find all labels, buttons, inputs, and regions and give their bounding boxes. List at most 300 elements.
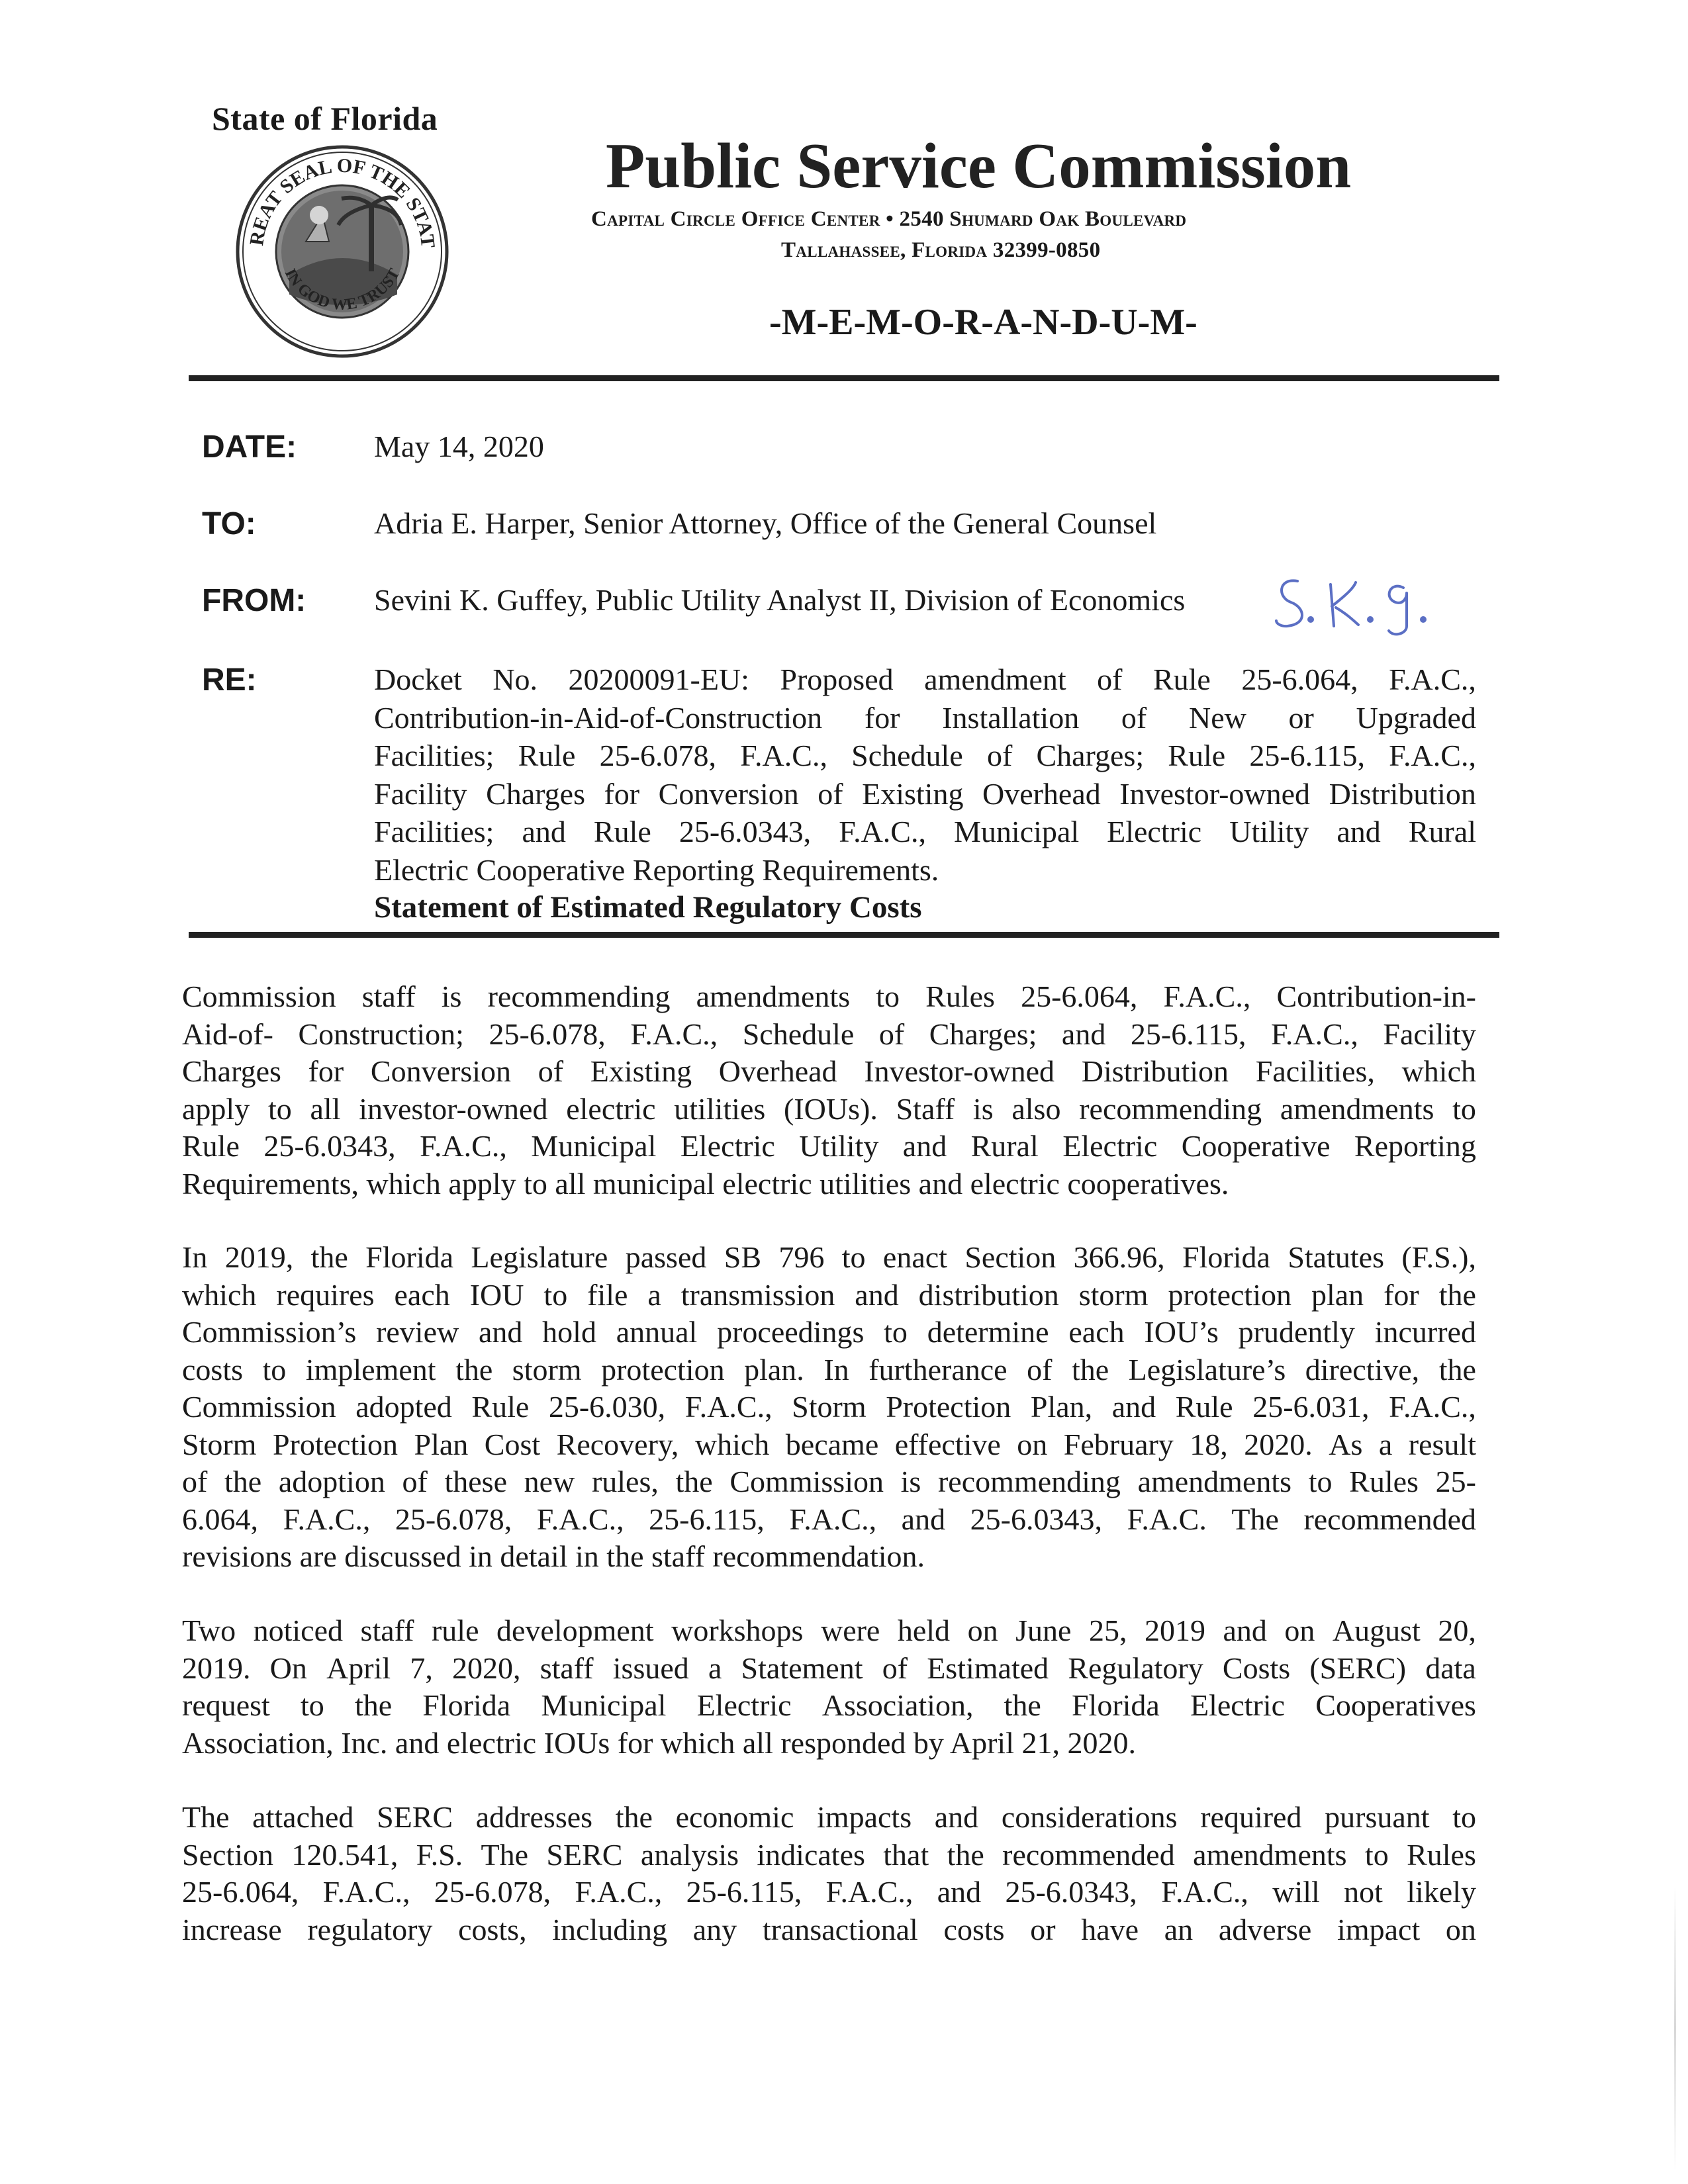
word: on bbox=[1445, 1912, 1476, 1946]
word: enact bbox=[882, 1240, 947, 1274]
word: Overhead bbox=[718, 1054, 837, 1088]
word: held bbox=[897, 1614, 951, 1647]
word: amendments bbox=[1280, 1091, 1434, 1126]
word: and bbox=[855, 1277, 899, 1312]
word: Facilities, bbox=[1255, 1054, 1375, 1088]
body-paragraph-3 bbox=[182, 1612, 1476, 1762]
word: Rule bbox=[1175, 1390, 1233, 1424]
word: Conversion bbox=[658, 776, 799, 811]
word: to bbox=[1308, 1465, 1333, 1498]
word: Rules bbox=[1349, 1465, 1419, 1498]
word: 2019 bbox=[1144, 1614, 1205, 1647]
word: and bbox=[1336, 815, 1381, 848]
address-line-2: Tallahassee, Florida 32399-0850 bbox=[781, 238, 1101, 262]
word: proceedings bbox=[717, 1315, 865, 1349]
from-value: Sevini K. Guffey, Public Utility Analyst II, Division of Economics bbox=[374, 583, 1186, 617]
re-line-6: Electric Cooperative Reporting Requirements. bbox=[374, 852, 939, 887]
word: Staff bbox=[896, 1091, 955, 1126]
word: Commission’s bbox=[182, 1315, 357, 1349]
word: review bbox=[376, 1315, 459, 1349]
word: The bbox=[1231, 1502, 1279, 1536]
word: adopted bbox=[355, 1390, 452, 1424]
word: Rule bbox=[593, 815, 651, 848]
word: incurred bbox=[1374, 1315, 1476, 1349]
word: 25-6.078, bbox=[434, 1875, 551, 1909]
body-paragraph-1 bbox=[182, 978, 1476, 1203]
to-label: TO: bbox=[202, 506, 256, 541]
word: file bbox=[587, 1277, 628, 1312]
word: SERC bbox=[377, 1800, 453, 1834]
word: the bbox=[1438, 1277, 1476, 1312]
paragraph-line bbox=[182, 1016, 1476, 1054]
word: Legislature bbox=[471, 1240, 608, 1274]
word: the bbox=[947, 1837, 984, 1872]
paragraph-line bbox=[182, 1053, 1476, 1091]
date-label: DATE: bbox=[202, 430, 297, 465]
word: for bbox=[864, 700, 900, 735]
word: June bbox=[1015, 1614, 1072, 1647]
word: Plan bbox=[414, 1427, 469, 1461]
word: Distribution bbox=[1081, 1054, 1229, 1088]
word: noticed bbox=[253, 1614, 344, 1647]
word: Schedule bbox=[851, 739, 963, 772]
word: Cooperative bbox=[1181, 1129, 1331, 1163]
word: Docket bbox=[374, 662, 462, 696]
word: will bbox=[1272, 1875, 1320, 1909]
word: Cost bbox=[484, 1427, 541, 1461]
word: costs, bbox=[458, 1912, 527, 1946]
word: amendment bbox=[924, 662, 1066, 696]
word: impacts bbox=[817, 1800, 912, 1834]
word: Electric bbox=[696, 1688, 792, 1722]
word: development bbox=[496, 1614, 654, 1647]
word: Rules bbox=[925, 979, 995, 1013]
word: Electric bbox=[1190, 1688, 1286, 1722]
word: the bbox=[310, 1240, 348, 1274]
word: (SERC) bbox=[1309, 1651, 1407, 1685]
word: workshops bbox=[671, 1614, 804, 1647]
paragraph-line bbox=[182, 1388, 1476, 1426]
word: 6.064, bbox=[182, 1502, 258, 1536]
word: or bbox=[1288, 700, 1314, 735]
word: of bbox=[538, 1054, 564, 1088]
word: all bbox=[310, 1091, 341, 1126]
word: storm bbox=[512, 1352, 582, 1387]
word: Facilities; bbox=[374, 739, 494, 772]
word: Electric bbox=[680, 1129, 775, 1163]
word: of bbox=[402, 1465, 428, 1498]
word: regulatory bbox=[307, 1912, 433, 1946]
word: Statement bbox=[741, 1651, 863, 1685]
word: for bbox=[1383, 1277, 1419, 1312]
word: and bbox=[901, 1502, 946, 1536]
word: 25- bbox=[1435, 1465, 1476, 1498]
commission-title: Public Service Commission bbox=[606, 130, 1352, 201]
word: or bbox=[1030, 1912, 1056, 1946]
word: have bbox=[1081, 1912, 1139, 1946]
word: to bbox=[884, 1315, 908, 1349]
word: attached bbox=[252, 1800, 354, 1834]
word: recommended bbox=[1002, 1837, 1175, 1872]
word: 25-6.064, bbox=[1241, 662, 1358, 696]
word: 25-6.078, bbox=[395, 1502, 512, 1536]
word: F.A.C., bbox=[630, 1017, 718, 1051]
word: pursuant bbox=[1325, 1800, 1430, 1834]
word: Conversion bbox=[370, 1054, 512, 1088]
word: (F.S.), bbox=[1401, 1240, 1476, 1274]
word: SB bbox=[724, 1240, 761, 1274]
paragraph-line bbox=[182, 1351, 1476, 1389]
word: 25-6.0343, bbox=[970, 1502, 1102, 1536]
word: staff bbox=[360, 1614, 414, 1647]
word: F.S. bbox=[416, 1837, 463, 1872]
paragraph-line bbox=[182, 1239, 1476, 1277]
word: April bbox=[326, 1651, 391, 1685]
word: the bbox=[1004, 1688, 1041, 1722]
word: plan. bbox=[744, 1352, 804, 1387]
word: 25-6.064, bbox=[182, 1875, 299, 1909]
paragraph-line bbox=[182, 1463, 1476, 1501]
word: including bbox=[552, 1912, 668, 1946]
word: 20200091-EU: bbox=[568, 662, 749, 696]
word: of bbox=[1027, 1352, 1053, 1387]
word: F.A.C., bbox=[839, 815, 926, 848]
paragraph-line bbox=[182, 1687, 1476, 1725]
word: 2019. bbox=[182, 1651, 251, 1685]
word: Section bbox=[182, 1837, 273, 1872]
paragraph-line bbox=[182, 978, 1476, 1016]
word: Florida bbox=[365, 1240, 454, 1274]
word: that bbox=[883, 1837, 929, 1872]
paragraph-line bbox=[182, 1911, 1476, 1949]
word: investor-owned bbox=[359, 1091, 548, 1126]
to-value: Adria E. Harper, Senior Attorney, Office of the General Counsel bbox=[374, 506, 1157, 540]
word: impact bbox=[1337, 1912, 1421, 1946]
paragraph-line bbox=[182, 1501, 1476, 1539]
word: F.A.C., bbox=[684, 1390, 773, 1424]
word: 25-6.031, bbox=[1252, 1390, 1370, 1424]
word: to bbox=[301, 1688, 324, 1722]
word: for bbox=[604, 776, 640, 811]
word: 7, bbox=[410, 1651, 433, 1685]
word: which bbox=[182, 1277, 257, 1312]
word: IOU’s bbox=[1144, 1315, 1219, 1349]
word: on bbox=[1284, 1614, 1315, 1647]
word: likely bbox=[1407, 1875, 1476, 1909]
word: On bbox=[269, 1651, 307, 1685]
word: Rural bbox=[1408, 815, 1476, 848]
body-paragraph-4 bbox=[182, 1799, 1476, 1948]
re-subject bbox=[374, 660, 1476, 889]
word: Utility bbox=[799, 1129, 879, 1163]
word: the bbox=[224, 1465, 262, 1498]
word: indicates bbox=[757, 1837, 865, 1872]
word: 25-6.115, bbox=[649, 1502, 765, 1536]
word: economic bbox=[675, 1800, 794, 1834]
body-paragraph-2 bbox=[182, 1239, 1476, 1576]
word: and bbox=[934, 1800, 979, 1834]
word: (IOUs). bbox=[784, 1091, 878, 1126]
word: 2020, bbox=[452, 1651, 521, 1685]
word: Contribution-in-Aid-of-Construction bbox=[374, 700, 823, 735]
word: addresses bbox=[475, 1800, 593, 1834]
word: Protection bbox=[272, 1427, 399, 1461]
word: these bbox=[444, 1465, 507, 1498]
word: an bbox=[1164, 1912, 1194, 1946]
from-label: FROM: bbox=[202, 583, 306, 618]
word: plan bbox=[1311, 1277, 1364, 1312]
word: In bbox=[823, 1352, 849, 1387]
paragraph-line bbox=[182, 1874, 1476, 1911]
word: any bbox=[692, 1912, 737, 1946]
word: to bbox=[267, 1091, 292, 1126]
word: 2020. bbox=[1244, 1427, 1313, 1461]
word: also bbox=[1011, 1091, 1061, 1126]
word: passed bbox=[625, 1240, 707, 1274]
word: of bbox=[182, 1465, 208, 1498]
word: Statutes bbox=[1288, 1240, 1384, 1274]
word: Charges; bbox=[1036, 739, 1145, 772]
word: the bbox=[675, 1465, 713, 1498]
word: determine bbox=[927, 1315, 1049, 1349]
word: and bbox=[1223, 1614, 1267, 1647]
re-line-5 bbox=[374, 813, 1476, 851]
word: of bbox=[882, 1651, 908, 1685]
word: Plan, bbox=[1030, 1390, 1093, 1424]
word: and bbox=[1111, 1390, 1156, 1424]
word: Rural bbox=[970, 1129, 1039, 1163]
word: of bbox=[1121, 700, 1147, 735]
word: furtherance bbox=[868, 1352, 1008, 1387]
word: storm bbox=[1078, 1277, 1149, 1312]
word: hold bbox=[542, 1315, 596, 1349]
word: new bbox=[524, 1465, 575, 1498]
paragraph-line bbox=[182, 1612, 1476, 1650]
word: of bbox=[1097, 662, 1123, 696]
word: to bbox=[543, 1277, 568, 1312]
word: of bbox=[818, 776, 843, 811]
word: Existing bbox=[590, 1054, 692, 1088]
word: to bbox=[876, 979, 900, 1013]
word: Rule bbox=[471, 1390, 530, 1424]
svg-text:IN GOD WE TRUST: IN GOD WE TRUST bbox=[281, 265, 404, 314]
word: 25, bbox=[1088, 1614, 1127, 1647]
word: the bbox=[354, 1688, 393, 1722]
word: considerations bbox=[1001, 1800, 1178, 1834]
word: amendments bbox=[696, 979, 851, 1013]
word: Utility bbox=[1229, 815, 1309, 848]
address-line-1: Capital Circle Office Center • 2540 Shumard Oak Boulevard bbox=[591, 207, 1187, 231]
word: adoption bbox=[278, 1465, 385, 1498]
word: the bbox=[455, 1352, 493, 1387]
word: analysis bbox=[640, 1837, 739, 1872]
word: F.A.C., bbox=[322, 1875, 410, 1909]
word: protection bbox=[601, 1352, 725, 1387]
word: 18, bbox=[1190, 1427, 1228, 1461]
paragraph-line bbox=[182, 1799, 1476, 1837]
word: F.A.C., bbox=[536, 1502, 624, 1536]
word: New bbox=[1188, 700, 1246, 735]
date-value: May 14, 2020 bbox=[374, 430, 544, 463]
word: The bbox=[481, 1837, 529, 1872]
word: the bbox=[615, 1800, 653, 1834]
word: electric bbox=[566, 1091, 656, 1126]
word: became bbox=[785, 1427, 879, 1461]
word: rule bbox=[431, 1614, 479, 1647]
word: a bbox=[708, 1651, 722, 1685]
word: on bbox=[1017, 1427, 1048, 1461]
word: is bbox=[441, 979, 462, 1013]
memo-heading: -M-E-M-O-R-A-N-D-U-M- bbox=[769, 302, 1197, 343]
word: amendments bbox=[1137, 1465, 1292, 1498]
word: 25-6.115, bbox=[1249, 739, 1365, 772]
re-line-1 bbox=[374, 660, 1476, 699]
word: Storm bbox=[792, 1390, 867, 1424]
word: utilities bbox=[674, 1091, 766, 1126]
word: the bbox=[1438, 1352, 1476, 1387]
word: Aid-of- bbox=[182, 1017, 273, 1051]
word: a bbox=[647, 1277, 661, 1312]
word: and bbox=[1061, 1017, 1106, 1051]
word: Regulatory bbox=[1068, 1651, 1203, 1685]
word: not bbox=[1344, 1875, 1383, 1909]
word: Charges; bbox=[929, 1017, 1037, 1051]
word: February bbox=[1063, 1427, 1174, 1461]
word: which bbox=[1401, 1054, 1476, 1088]
word: protection bbox=[1168, 1277, 1291, 1312]
word: 25-6.078, bbox=[599, 739, 716, 772]
word: Rules bbox=[1407, 1837, 1476, 1872]
word: Distribution bbox=[1329, 776, 1476, 811]
word: were bbox=[820, 1614, 880, 1647]
word: to bbox=[262, 1352, 287, 1387]
word: Section bbox=[964, 1240, 1056, 1274]
word: F.A.C., bbox=[825, 1875, 914, 1909]
word: Two bbox=[182, 1614, 236, 1647]
word: is bbox=[972, 1091, 994, 1126]
paragraph-line bbox=[182, 1091, 1476, 1128]
word: directive, bbox=[1305, 1352, 1420, 1387]
word: As bbox=[1329, 1427, 1363, 1461]
word: Upgraded bbox=[1356, 700, 1476, 735]
word: Commission bbox=[729, 1465, 884, 1498]
word: transactional bbox=[762, 1912, 918, 1946]
word: the bbox=[1071, 1352, 1109, 1387]
word: a bbox=[1378, 1427, 1393, 1461]
word: amendments bbox=[1193, 1837, 1347, 1872]
word: 25-6.0343, bbox=[263, 1129, 396, 1163]
word: 796 bbox=[778, 1240, 825, 1274]
word: F.A.C., bbox=[1271, 1017, 1358, 1051]
word: 25-6.030, bbox=[548, 1390, 666, 1424]
word: recommending bbox=[487, 979, 671, 1013]
word: F.A.C., bbox=[1389, 1390, 1476, 1424]
word: 25-6.064, bbox=[1021, 979, 1138, 1013]
word: Storm bbox=[182, 1427, 257, 1461]
word: F.A.C., bbox=[789, 1502, 877, 1536]
word: 20, bbox=[1438, 1614, 1476, 1647]
word: The bbox=[182, 1800, 230, 1834]
word: 2019, bbox=[224, 1240, 294, 1274]
word: No. bbox=[492, 662, 538, 696]
word: Facility bbox=[1383, 1017, 1476, 1051]
word: and bbox=[522, 815, 566, 848]
florida-seal-icon bbox=[233, 142, 451, 361]
word: is bbox=[900, 1465, 921, 1498]
paragraph-line: Association, Inc. and electric IOUs for which all responded by April 21, 2020. bbox=[182, 1725, 1136, 1760]
word: In bbox=[182, 1240, 208, 1274]
word: of bbox=[878, 1017, 905, 1051]
word: F.A.C., bbox=[283, 1502, 371, 1536]
paragraph-line: revisions are discussed in detail in the staff recommendation. bbox=[182, 1539, 925, 1573]
word: Overhead bbox=[982, 776, 1101, 811]
word: F.A.C., bbox=[420, 1129, 507, 1163]
word: rules, bbox=[591, 1465, 659, 1498]
word: effective bbox=[894, 1427, 1001, 1461]
scan-edge-mark bbox=[1674, 1886, 1676, 2171]
word: to bbox=[1452, 1800, 1476, 1834]
word: Rule bbox=[1168, 739, 1226, 772]
word: each bbox=[1068, 1315, 1125, 1349]
header-divider-top bbox=[189, 375, 1499, 381]
word: Municipal bbox=[531, 1129, 657, 1163]
word: which bbox=[694, 1427, 770, 1461]
word: to bbox=[1364, 1837, 1389, 1872]
word: staff bbox=[361, 979, 416, 1013]
word: F.A.C., bbox=[1163, 979, 1251, 1013]
word: transmission bbox=[680, 1277, 835, 1312]
word: Estimated bbox=[927, 1651, 1049, 1685]
word: 25-6.0343, bbox=[1005, 1875, 1137, 1909]
paragraph-line: Requirements, which apply to all municipal electric utilities and electric cooperatives. bbox=[182, 1166, 1229, 1201]
word: Protection bbox=[886, 1390, 1011, 1424]
word: and bbox=[937, 1875, 982, 1909]
paragraph-line bbox=[182, 1426, 1476, 1464]
svg-text:GREAT SEAL OF THE STATE: REAT SEAL OF THE STAT bbox=[246, 154, 440, 250]
handwritten-initials-signature bbox=[1271, 568, 1430, 641]
word: costs bbox=[943, 1912, 1005, 1946]
word: data bbox=[1425, 1651, 1476, 1685]
re-line-4 bbox=[374, 775, 1476, 813]
re-line-2 bbox=[374, 699, 1476, 737]
word: on bbox=[967, 1614, 998, 1647]
word: Facilities; bbox=[374, 815, 494, 848]
paragraph-line bbox=[182, 1128, 1476, 1165]
word: costs bbox=[182, 1352, 243, 1387]
word: adverse bbox=[1218, 1912, 1312, 1946]
word: Schedule bbox=[742, 1017, 855, 1051]
word: apply bbox=[182, 1091, 250, 1126]
re-label: RE: bbox=[202, 662, 257, 698]
word: annual bbox=[616, 1315, 698, 1349]
word: Rule bbox=[1152, 662, 1211, 696]
word: Charges bbox=[182, 1054, 281, 1088]
word: F.A.C., bbox=[1389, 662, 1476, 696]
word: Florida bbox=[1071, 1688, 1160, 1722]
word: F.A.C., bbox=[575, 1875, 663, 1909]
word: recommended bbox=[1303, 1502, 1476, 1536]
word: for bbox=[308, 1054, 344, 1088]
word: to bbox=[841, 1240, 866, 1274]
word: Charges bbox=[486, 776, 585, 811]
word: issued bbox=[612, 1651, 689, 1685]
word: August bbox=[1332, 1614, 1421, 1647]
re-title: Statement of Estimated Regulatory Costs bbox=[374, 890, 922, 925]
word: recommending bbox=[1079, 1091, 1262, 1126]
word: Costs bbox=[1222, 1651, 1291, 1685]
header-divider-bottom bbox=[189, 932, 1499, 938]
word: Investor-owned bbox=[864, 1054, 1055, 1088]
